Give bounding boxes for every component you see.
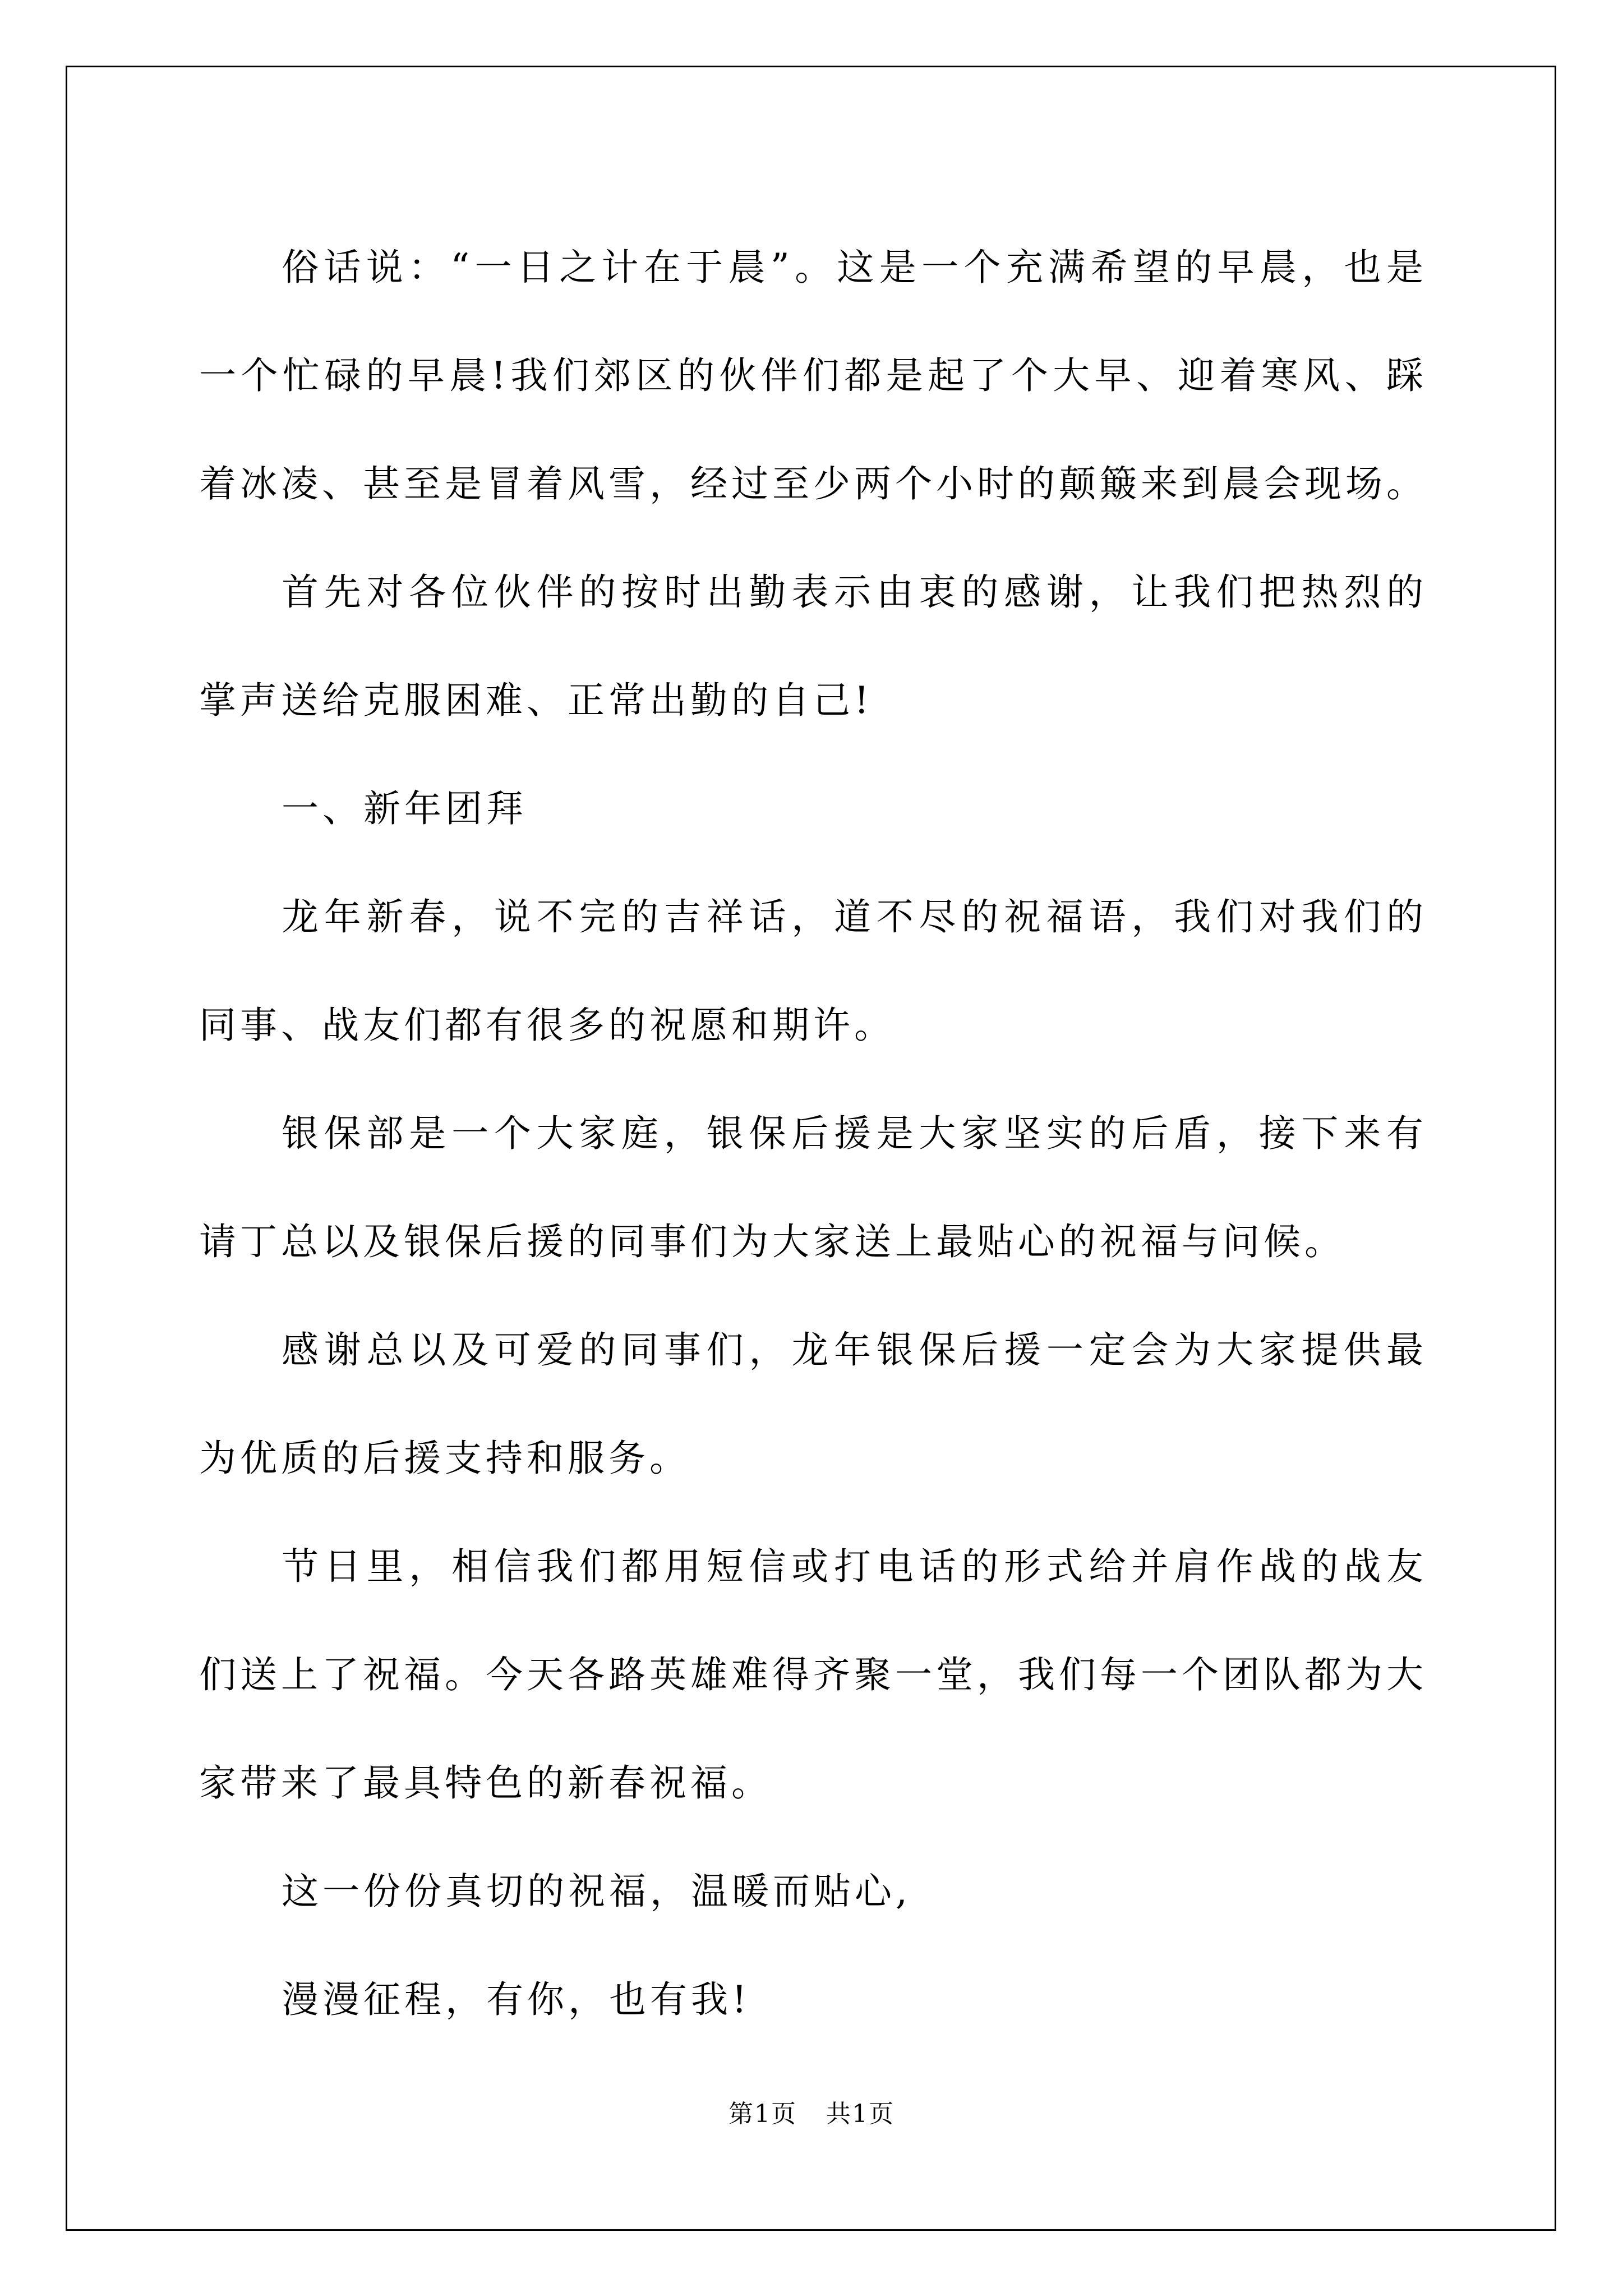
page-footer bbox=[0, 2093, 1623, 2129]
page-number: 第1页 bbox=[728, 2100, 797, 2128]
paragraph: 首先对各位伙伴的按时出勤表示由衷的感谢，让我们把热烈的掌声送给克服困难、正常出勤的自己! bbox=[199, 570, 1427, 722]
paragraph: 龙年新春，说不完的吉祥话，道不尽的祝福语，我们对我们的同事、战友们都有很多的祝愿和期许。 bbox=[199, 895, 1427, 1047]
paragraph: 俗话说：“一日之计在于晨”。这是一个充满希望的早晨，也是一个忙碌的早晨!我们郊区的伙伴们都是起了个大早、迎着寒风、踩着冰凌、甚至是冒着风雪，经过至少两个小时的颠簸来到晨会现场。 bbox=[199, 246, 1427, 505]
paragraph: 漫漫征程，有你，也有我! bbox=[282, 1978, 751, 2021]
page-total: 共1页 bbox=[826, 2100, 895, 2128]
document-body bbox=[199, 213, 1427, 2054]
paragraph: 银保部是一个大家庭，银保后援是大家坚实的后盾，接下来有请丁总以及银保后援的同事们为大家送上最贴心的祝福与问候。 bbox=[199, 1112, 1427, 1263]
paragraph: 感谢总以及可爱的同事们，龙年银保后援一定会为大家提供最为优质的后援支持和服务。 bbox=[199, 1328, 1427, 1480]
section-heading: 一、新年团拜 bbox=[282, 787, 527, 830]
paragraph: 节日里，相信我们都用短信或打电话的形式给并肩作战的战友们送上了祝福。今天各路英雄难得齐聚一堂，我们每一个团队都为大家带来了最具特色的新春祝福。 bbox=[199, 1545, 1427, 1805]
paragraph: 这一份份真切的祝福，温暖而贴心, bbox=[282, 1870, 911, 1913]
